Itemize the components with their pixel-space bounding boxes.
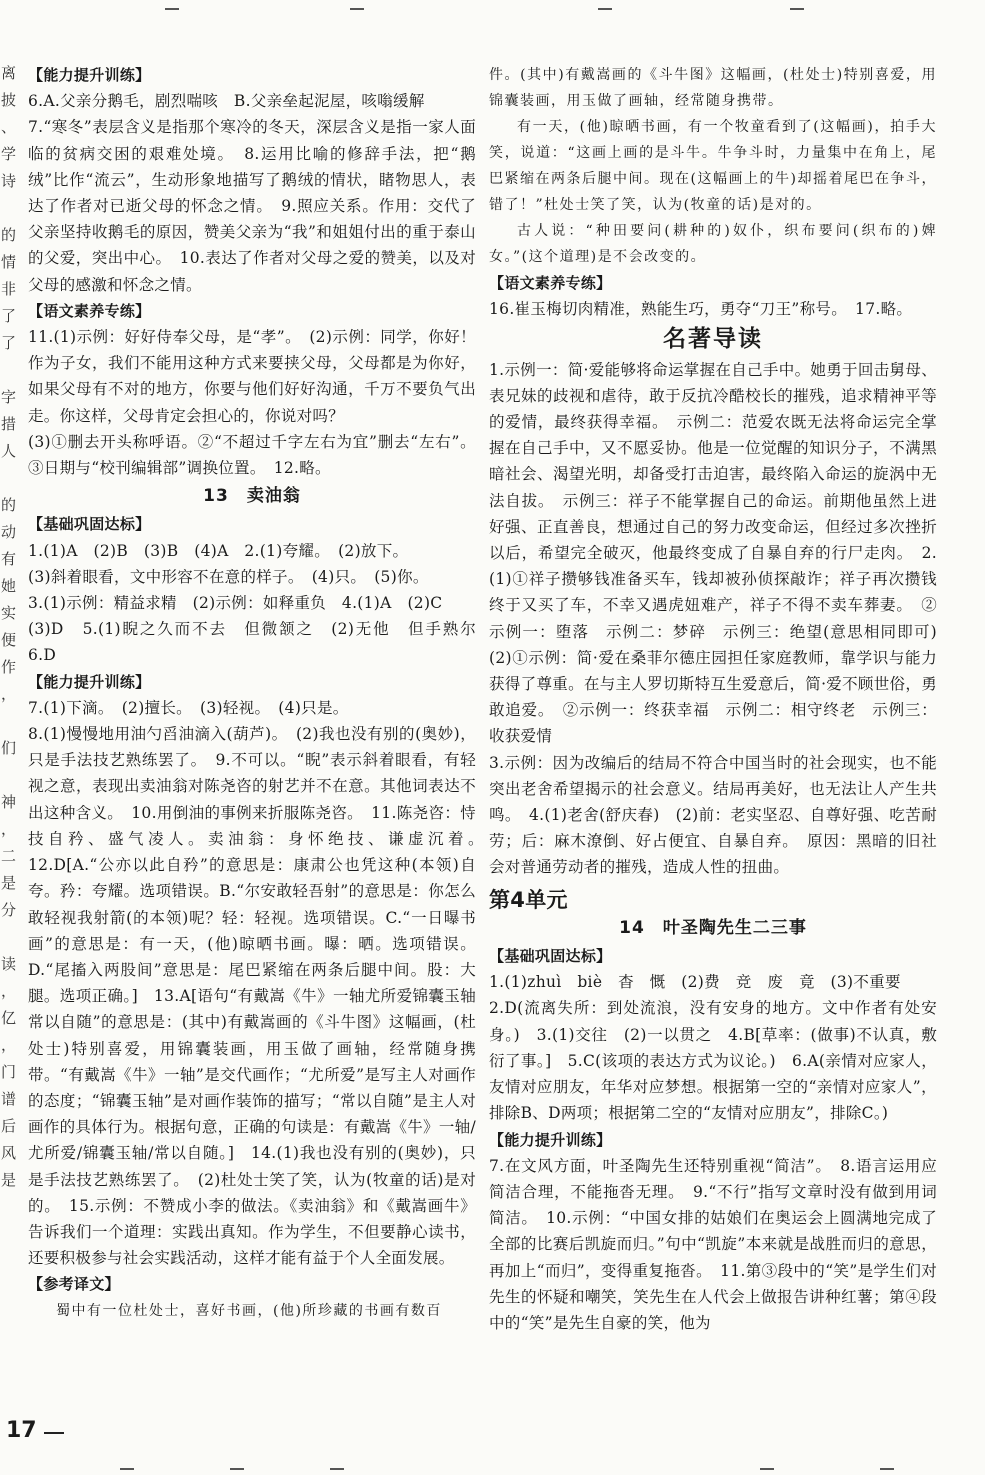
gutter-char: 是 (1, 874, 17, 892)
gutter-char (0, 465, 20, 492)
gutter-char: 二 (1, 847, 17, 865)
gutter-char: ， (1, 820, 17, 838)
gutter-char: 读 (1, 955, 17, 973)
chapter-title: 13 卖油翁 (203, 486, 301, 507)
section-tag: 【 语文素养专练 】 (28, 298, 476, 324)
gutter-char: 诗 (1, 172, 17, 190)
answer-paragraph: 3.(1)示例：精益求精 (2)示例：如释重负 4.(1)A (2)C (28, 594, 443, 613)
gutter-char: 、 (1, 118, 17, 136)
answer-paragraph: 1.示例一：简·爱能够将命运掌握在自己手中。她勇于回击舅母、表兄妹的歧视和虐待，敢于反抗冷酷校长的摧残，追求精神平等的爱情，最终获得幸福。 示例二：范爱农既无法将命运完全掌握在自己手中，又不愿妥协。他是一位觉醒的知识分子，不满黑暗社会、渴望光明，却备受打击迫害，最终陷入命运的旋涡中无法自拔。 示例三：祥子不能掌握自己的命运。前期他虽然上进好强、正直善良，想通过自己的努力改变命运，但经过多次挫折以后，希望完全破灭，他最终变成了自暴自弃的行尸走肉。 2.(1)①祥子攒够钱准备买车，钱却被孙侦探敲诈；祥子再次攒钱终于又买了车，不幸又遇虎妞难产，祥子不得不卖车葬妻。 ②示例一：堕落 示例二：梦碎 示例三：绝望(意思相同即可) (2)①示例：简·爱在桑菲尔德庄园担任家庭教师，靠学识与能力获得了尊重。在与主人罗切斯特互生爱意后，简·爱不顾世俗，勇敢追爱。 ②示例一：终获幸福 示例二：相守终老 示例三：收获爱情 (489, 360, 953, 746)
gutter-char (0, 924, 20, 951)
section-tag: 【 基础巩固达标 】 (489, 943, 937, 969)
translation-paragraph: 件。(其中)有戴嵩画的《斗牛图》这幅画，(杜处士)特别喜爱，用锦囊装画，用玉做了画轴，经常随身携带。 (489, 67, 937, 109)
gutter-char: 亿 (1, 1009, 17, 1027)
answer-paragraph: 2.D(流离失所：到处流浪，没有安身的地方。文中作者有处安身。) 3.(1)交往 (2)一以贯之 4.B[草率：(做事)不认真，敷衍了事。] 5.C(该项的表达方式为议论。) 6.A(亲情对应家人，友情对应朋友，年华对应梦想。根据第一空的“亲情对应家人”，排除B、D两项；根据第二空的“友情对应朋友”，排除C。) (489, 999, 937, 1123)
gutter-char: ， (1, 982, 17, 1000)
gutter-char: 学 (1, 145, 17, 163)
answer-paragraph: 7.在文风方面，叶圣陶先生还特别重视“简洁”。 8.语言运用应简洁合理，不能拖沓无理。 9.“不行”指写文章时没有做到用词简洁。 10.示例：“中国女排的姑娘们在奥运会上圆满地完成了全部的比赛后凯旋而归。”句中“凯旋”本来就是战胜而归的意思，再加上“而归”，变得重复拖沓。 11.第③段中的“笑”是学生们对先生的怀疑和嘲笑，笑先生在人代会上做报告讲种红薯；第④段中的“笑”是先生自豪的笑，他为 (489, 1156, 937, 1332)
gutter-char: 披 (1, 91, 17, 109)
section-tag: 【 能力提升训练 】 (489, 1127, 937, 1153)
unit-heading: 第4单元 (489, 887, 568, 912)
answer-paragraph: 16.崔玉梅切肉精准，熟能生巧，勇夺“刀王”称号。 17.略。 (489, 300, 913, 319)
gutter-char: 动 (1, 523, 17, 541)
gutter-char (0, 357, 20, 384)
gutter-char: 门 (1, 1063, 17, 1081)
translation-paragraph: 有一天，(他)晾晒书画，有一个牧童看到了(这幅画)，拍手大笑，说道：“这画上画的是斗牛。牛争斗时，力量集中在角上，尾巴紧缩在两条后腿中间。现在(这幅画上的牛)却摇着尾巴在争斗，错了！”杜处士笑了笑，认为(牧童的话)是对的。 (489, 119, 937, 213)
answer-paragraph: 11.(1)示例：好好侍奉父母，是“孝”。 (2)示例：同学，你好！作为子女，我们不能用这种方式来要挟父母，父母都是为你好，如果父母有不对的地方，你要与他们好好沟通，千万不要负气出走。你这样，父母肯定会担心的，你说对吗？ (28, 328, 476, 425)
section-tag: 【 能力提升训练 】 (28, 669, 476, 695)
gutter-char: 后 (1, 1117, 17, 1135)
mingzhu-heading: 名著导读 (663, 325, 763, 353)
page-number-dash (44, 1432, 64, 1434)
gutter-char: 谱 (1, 1090, 17, 1108)
page-number: 17 (6, 1418, 37, 1443)
gutter-char: 便 (1, 631, 17, 649)
gutter-char: ， (1, 1036, 17, 1054)
gutter-char: 非 (1, 280, 17, 298)
section-tag: 【 能力提升训练 】 (28, 62, 476, 88)
gutter-char: 情 (1, 253, 17, 271)
gutter-char: 了 (1, 334, 17, 352)
answer-paragraph: 7.“寒冬”表层含义是指那个寒冷的冬天，深层含义是指一家人面临的贫病交困的艰难处境。 8.运用比喻的修辞手法，把“鹅绒”比作“流云”，生动形象地描写了鹅绒的情状，睹物思人，表达了作者对已逝父母的怀念之情。 9.照应关系。作用：交代了父亲坚持收鹅毛的原因，赞美父亲为“我”和姐姐付出的重于泰山的父爱，突出中心。 10.表达了作者对父母之爱的赞美，以及对父母的感激和怀念之情。 (28, 118, 476, 294)
left-column (28, 62, 492, 1324)
gutter-char (0, 195, 20, 222)
right-column (489, 62, 953, 1336)
gutter-char: 措 (1, 415, 17, 433)
gutter-char: 是 (1, 1171, 17, 1189)
left-gutter-fragment (0, 60, 20, 1420)
gutter-char: 离 (1, 64, 17, 82)
answer-paragraph: 6.A.父亲分鹅毛，剧烈喘咳 B.父亲垒起泥屋，咳嗡缓解 (28, 92, 425, 111)
answer-paragraph: (3)①删去开头称呼语。②“不超过千字左右为宜”删去“左右”。③日期与“校刊编辑部”调换位置。 12.略。 (28, 432, 476, 478)
section-tag: 【 基础巩固达标 】 (28, 511, 476, 537)
gutter-char: 字 (1, 388, 17, 406)
section-tag: 【 语文素养专练 】 (489, 270, 937, 296)
gutter-char: 的 (1, 226, 17, 244)
gutter-char: 她 (1, 577, 17, 595)
gutter-char: ， (1, 685, 17, 703)
answer-paragraph: (3)斜着眼看，文中形容不在意的样子。 (4)只。 (5)你。 (28, 567, 429, 586)
translation-paragraph: 古人说：“种田要问(耕种的)奴仆，织布要问(织布的)婢女。”(这个道理)是不会改变的。 (489, 223, 937, 265)
gutter-char (0, 708, 20, 735)
translation-paragraph: 蜀中有一位杜处士，喜好书画，(他)所珍藏的书画有数百 (56, 1302, 442, 1319)
answer-paragraph: 1.(1)A (2)B (3)B (4)A 2.(1)夸耀。 (2)放下。 (28, 541, 409, 560)
gutter-char: 实 (1, 604, 17, 622)
section-tag: 【 参考译文 】 (28, 1271, 476, 1297)
answer-paragraph: 1.(1)zhuì biè 杳 慨 (2)费 竞 废 竟 (3)不重要 (489, 973, 901, 992)
answer-paragraph: (3)D 5.(1)睨之久而不去 但微颔之 (2)无他 但手熟尔 6.D (28, 620, 492, 665)
chapter-title: 14 叶圣陶先生二三事 (619, 917, 807, 938)
gutter-char: 神 (1, 793, 17, 811)
answer-paragraph: 7.(1)下滴。 (2)擅长。 (3)轻视。 (4)只是。 (28, 698, 349, 717)
gutter-char: 有 (1, 550, 17, 568)
gutter-char: 的 (1, 496, 17, 514)
answer-paragraph: 8.(1)慢慢地用油勺舀油滴入(葫芦)。 (2)我也没有别的(奥妙)，只是手法技艺熟练罢了。 9.不可以。“睨”表示斜着眼看，有轻视之意，表现出卖油翁对陈尧咨的射艺并不在意。其他词表达不出这种含义。 10.用倒油的事例来折服陈尧咨。 11.陈尧咨：恃技自矜、盛气凌人。卖油翁：身怀绝技、谦虚沉着。 12.D[A.“公亦以此自矜”的意思是：康肃公也凭这种(本领)自夸。矜：夸耀。选项错误。B.“尔安敢轻吾射”的意思是：你怎么敢轻视我射箭(的本领)呢？轻：轻视。选项错误。C.“一日曝书画”的意思是：有一天，(他)晾晒书画。曝：晒。选项错误。D.“尾搐入两股间”意思是：尾巴紧缩在两条后腿中间。股：大腿。选项正确。] 13.A[语句“有戴嵩《牛》一轴尤所爱锦囊玉轴常以自随”的意思是：(其中)有戴嵩画的《斗牛图》这幅画，(杜处士)特别喜爱，用锦囊装画，用玉做了画轴，经常随身携带。“有戴嵩《牛》一轴”是交代画作；“尤所爱”是写主人对画作的态度；“锦囊玉轴”是对画作装饰的描写；“常以自随”是主人对画作的具体行为。根据句意，正确的句读是：有戴嵩《牛》一轴/尤所爱/锦囊玉轴/常以自随。] 14.(1)我也没有别的(奥妙)，只是手法技艺熟练罢了。 (2)杜处士笑了笑，认为(牧童的话)是对的。 15.示例：不赞成小李的做法。《卖油翁》和《戴嵩画牛》告诉我们一个道理：实践出真知。作为学生，不但要静心读书，还要积极参与社会实践活动，这样才能有益于个人全面发展。 (28, 725, 492, 1268)
gutter-char: 风 (1, 1144, 17, 1162)
gutter-char: 分 (1, 901, 17, 919)
gutter-char (0, 762, 20, 789)
answer-paragraph: 3.示例：因为改编后的结局不符合中国当时的社会现实，也不能突出老舍希望揭示的社会意义。结局再美好，也无法让人产生共鸣。 4.(1)老舍(舒庆春) (2)前：老实坚忍、自尊好强、吃苦耐劳；后：麻木潦倒、好占便宜、自暴自弃。 原因：黑暗的旧社会对普通劳动者的摧残，造成人性的扭曲。 (489, 753, 937, 877)
gutter-char: 作 (1, 658, 17, 676)
gutter-char: 们 (1, 739, 17, 757)
gutter-char: 人 (1, 442, 17, 460)
gutter-char: 了 (1, 307, 17, 325)
